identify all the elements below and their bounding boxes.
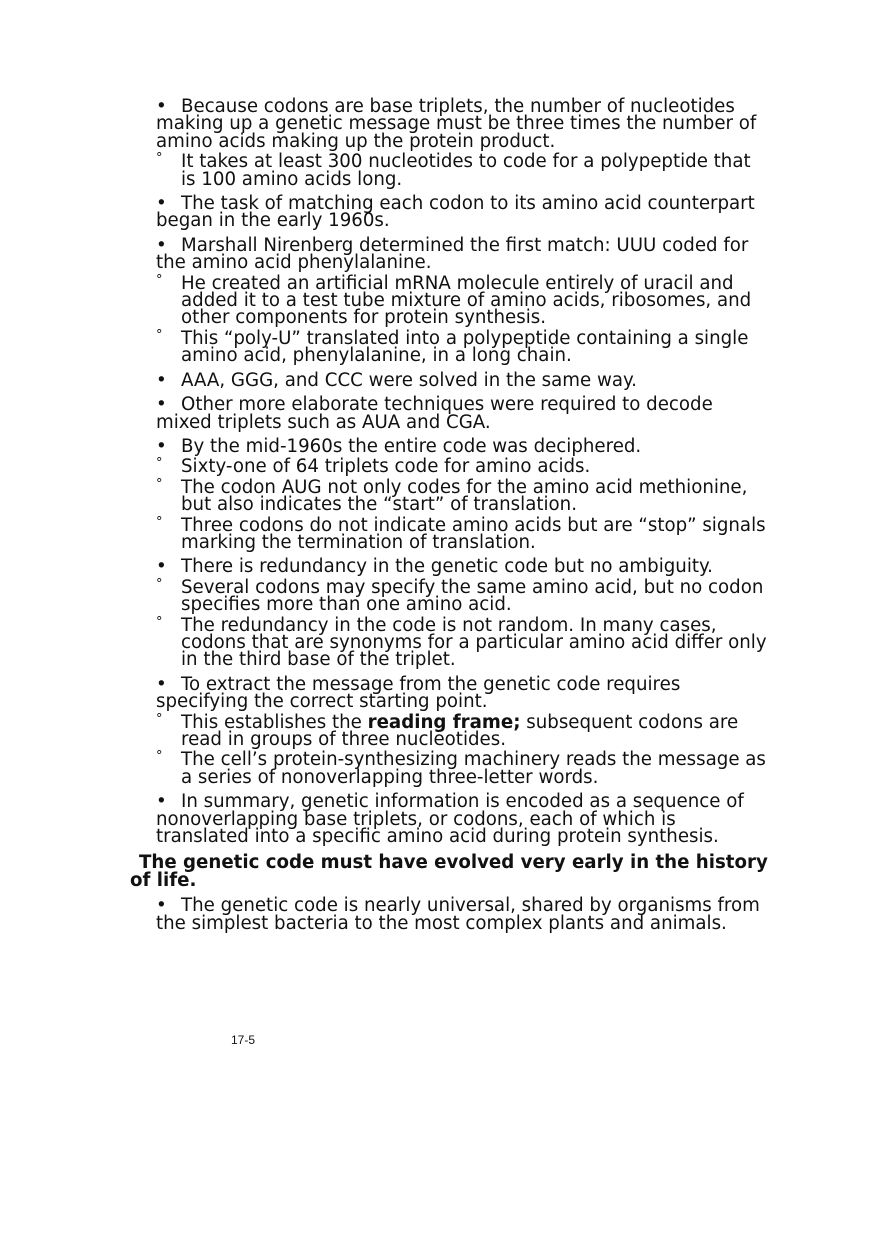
bullet-item — [156, 369, 768, 391]
sub-bullet-marker: ° — [156, 576, 163, 592]
bullet-marker: • — [156, 791, 167, 813]
sub-bullet-item — [156, 576, 768, 616]
sub-bullet-item — [156, 153, 768, 188]
bullet-item — [156, 791, 768, 848]
sub-bullet-text: The redundancy in the code is not random. In many cases, codons that are synonyms for a particular amino acid differ only in the third base of the triplet. — [181, 614, 767, 671]
sub-bullet-item — [156, 272, 768, 329]
reading-frame-term: reading frame; — [367, 711, 521, 733]
sub-bullet-item — [156, 614, 768, 671]
notes-content — [130, 96, 768, 934]
bullet-text: The task of matching each codon to its amino acid counterpart began in the early 1960s. — [156, 193, 755, 232]
bullet-item — [156, 396, 768, 431]
bullet-text: In summary, genetic information is encoded as a sequence of nonoverlapping base triplets, or codons, each of which is translated into a specific amino acid during protein synthesis. — [156, 791, 744, 848]
bullet-text: By the mid-1960s the entire code was deciphered. — [181, 435, 642, 457]
bullet-text: AAA, GGG, and CCC were solved in the same way. — [181, 369, 637, 391]
sub-bullet-text: The cell’s protein-synthesizing machinery reads the message as a series of nonoverlapping three-letter words. — [181, 749, 766, 788]
bullet-item — [156, 673, 768, 713]
bullet-text: To extract the message from the genetic code requires specifying the correct starting point. — [156, 673, 681, 713]
bullet-marker: • — [156, 369, 167, 391]
sub-bullet-marker: ° — [156, 327, 163, 343]
sub-bullet-item — [156, 711, 768, 750]
sub-bullet-text: Three codons do not indicate amino acids but are “stop” signals marking the termination of translation. — [181, 514, 766, 553]
bullet-item — [156, 897, 768, 932]
sub-bullet-marker: ° — [156, 456, 163, 472]
bullet-marker: • — [156, 556, 167, 578]
sub-bullet-marker: ° — [156, 614, 163, 630]
sub-bullet-item — [156, 476, 768, 516]
sub-bullet-text-before: This establishes the — [181, 711, 368, 733]
bullet-marker: • — [156, 96, 167, 117]
bullet-marker: • — [156, 193, 167, 215]
section-heading: The genetic code must have evolved very early in the history of life. — [130, 852, 768, 891]
sub-bullet-item — [156, 456, 768, 478]
bullet-text: Marshall Nirenberg determined the first match: UUU coded for the amino acid phenylalanine. — [156, 234, 749, 274]
sub-bullet-marker: ° — [156, 151, 163, 167]
sub-bullet-marker: ° — [156, 476, 163, 492]
bullet-text: There is redundancy in the genetic code but no ambiguity. — [181, 556, 713, 578]
page-number: 17-5 — [231, 1033, 256, 1047]
sub-bullet-marker: ° — [156, 272, 163, 288]
sub-bullet-marker: ° — [156, 514, 163, 530]
bullet-item — [156, 435, 768, 457]
sub-bullet-item — [156, 751, 768, 786]
bullet-item — [156, 98, 768, 150]
sub-bullet-item — [156, 327, 768, 367]
bullet-text: Because codons are base triplets, the number of nucleotides making up a genetic message must be three times the number of amino acids making up the protein product. — [156, 96, 757, 152]
sub-bullet-item — [156, 514, 768, 553]
bullet-marker: • — [156, 673, 167, 695]
bullet-marker: • — [156, 435, 167, 457]
sub-bullet-text: The codon AUG not only codes for the amino acid methionine, but also indicates the “start” of translation. — [181, 476, 748, 516]
sub-bullet-text: This “poly-U” translated into a polypeptide containing a single amino acid, phenylalanine, in a long chain. — [181, 327, 749, 367]
bullet-text: Other more elaborate techniques were required to decode mixed triplets such as AUA and CGA. — [156, 394, 713, 433]
sub-bullet-marker: ° — [156, 711, 163, 727]
bullet-text: The genetic code is nearly universal, shared by organisms from the simplest bacteria to the most complex plants and animals. — [156, 895, 760, 934]
sub-bullet-text: He created an artificial mRNA molecule entirely of uracil and added it to a test tube mixture of amino acids, ribosomes, and other components for protein synthesis. — [181, 272, 752, 329]
bullet-marker: • — [156, 394, 167, 416]
sub-bullet-text: Several codons may specify the same amino acid, but no codon specifies more than one amino acid. — [181, 576, 764, 616]
bullet-marker: • — [156, 895, 167, 917]
bullet-marker: • — [156, 234, 167, 256]
sub-bullet-text: Sixty-one of 64 triplets code for amino acids. — [181, 456, 591, 478]
sub-bullet-text-after: subsequent codons are read in groups of three nucleotides. — [181, 711, 739, 750]
bullet-item — [156, 556, 768, 578]
bullet-item — [156, 195, 768, 230]
sub-bullet-marker: ° — [156, 749, 163, 765]
sub-bullet-text: It takes at least 300 nucleotides to code for a polypeptide that is 100 amino acids long. — [181, 151, 751, 190]
bullet-item — [156, 234, 768, 274]
